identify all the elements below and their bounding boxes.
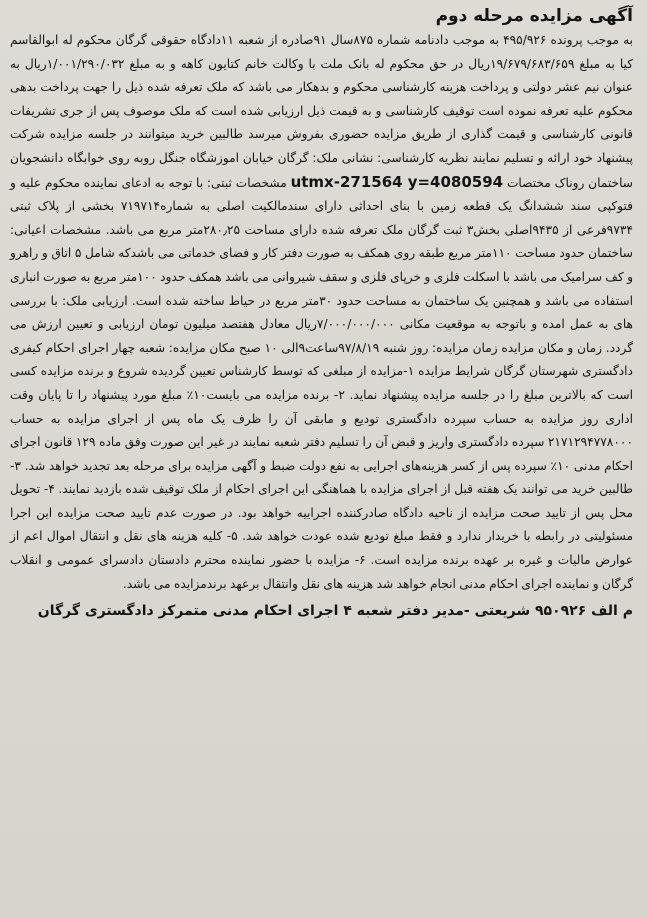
notice-intro-paragraph: به موجب پرونده ۴۹۵/۹۲۶ به موجب دادنامه شماره ۸۷۵سال ۹۱صادره از شعبه ۱۱دادگاه حقوقی گرگان محکوم له ابوالقاسم کیا به مبلغ ۱۹/۶۷۹/۶۸۳/۶۵۹ریال در حق محکوم له بانک ملت با وکالت خانم کتایون کاهه و به مبلغ ۱/۰۰۱/۲۹۰/۰۳۲ریال به عنوان نیم عشر دولتی و پرداخت هزینه کارشناسی محکوم و بدهکار می باشد که ملک تعرفه شده ذیل را جهت پرداخت بدهی محکوم علیه تعرفه نموده است توقیف کارشناسی و به قیمت ذیل ارزیابی شده است که ملک موصوف پس از جری تشریفات قانونی کارشناسی و قیمت گذاری از طریق مزایده حضوری بفروش میرسد طالبین خرید میتوانند در جلسه مزایده شرکت پیشنهاد خود ارائه و تسلیم نمایند نظریه کارشناسی: نشانی ملک: گرگان خیابان اموزشگاه جنگل روبه روی خوابگاه دانشجویان ساختمان روناک مختصات bbox=[10, 33, 634, 190]
notice-registry-paragraph: مشخصات ثبتی: با توجه به ادعای نماینده محکوم علیه و فتوکپی سند ششدانگ یک قطعه زمین با بنای احداثی دارای سندمالکیت اصلی به شماره۷۱۹۷۱۴ بخشی از پلاک ثبتی ۹۷۳۴فرعی از ۹۴۳۵اصلی بخش۳ ثبت گرگان ملک تعرفه شده دارای مساحت ۲۸۰٫۲۵متر مربع می باشد. مشخصات اعیانی: ساختمان حدود مساحت ۱۱۰متر مربع طبقه روی همکف به صورت دفتر کار و فضای خدماتی می باشدکه شامل ۵ اتاق و راهرو و کف سرامیک می باشد با اسکلت فلزی و خرپای فلزی و سقف شیروانی می باشد همکف حدود ۱۰۰متر مربع به صورت انباری استفاده می باشد و همچنین یک ساختمان به مساحت حدود ۳۰متر مربع در حیاط ساخته شده است. ارزیابی ملک: با بررسی های به عمل امده و باتوجه به موقعیت مکانی ۷/۰۰۰/۰۰۰/۰۰۰ریال معادل هفتصد میلیون تومان ارزیابی و تعیین ارزش می گردد. زمان و مکان مزایده زمان مزایده: روز شنبه ۹۷/۸/۱۹ساعت۹الی ۱۰ صبح مکان مزایده: شعبه چهار اجرای احکام کیفری دادگستری شهرستان گرگان شرایط مزایده ۱-مزایده از مبلغی که توسط کارشناس تعیین گردیده شروع و برنده مزایده کسی است که بالاترین مبلغ را در جلسه مزایده پیشنهاد نماید. ۲- برنده مزایده می بایست۱۰٪ مبلغ مورد پیشنهاد را تا پایان وقت اداری روز مزایده به حساب سپرده دادگستری تودیع و مابقی آن را ظرف یک ماه پس از اجرای مزایده به حساب ۲۱۷۱۲۹۴۷۷۸۰۰۰ سپرده دادگستری واریز و قبض آن را تسلیم دفتر شعبه نمایند در غیر این صورت وفق ماده ۱۲۹ قانون اجرای احکام مدنی ۱۰٪ سپرده پس از کسر هزینه‌های اجرایی به نفع دولت ضبط و آگهی مزایده برای مرحله بعد تجدید خواهد شد. ۳- طالبین خرید می توانند یک هفته قبل از اجرای مزایده با هماهنگی این اجرای احکام از ملک توقیف شده بازدید نمایند. ۴- تحویل محل پس از تایید صحت مزایده از ناحیه دادگاه صادرکننده اجراییه خواهد بود. در صورت عدم تایید صحت مزایده این اجرا مسئولیتی در رابطه با خریدار ندارد و فقط مبلغ تودیع شده عودت خواهد شد. ۵- کلیه هزینه های نقل و انتقال اموال اعم از عوارض مالیات و غیره بر عهده برنده مزایده است. ۶- مزایده با حضور نماینده محترم دادستان دادسرای عمومی و انقلاب گرگان و نماینده اجرای احکام مدنی انجام خواهد شد هزینه های نقل وانتقال برعهد برندمزایده می باشد. bbox=[10, 175, 634, 591]
notice-footer-signature: م الف ۹۵۰۹۲۶ شریعتی -مدیر دفتر شعبه ۴ اجرای احکام مدنی متمرکز دادگستری گرگان bbox=[37, 603, 633, 620]
notice-body bbox=[10, 29, 633, 596]
property-coordinates: utmx-271564 y=4080594 bbox=[290, 172, 504, 191]
notice-title: آگهی مزایده مرحله دوم bbox=[435, 6, 633, 26]
